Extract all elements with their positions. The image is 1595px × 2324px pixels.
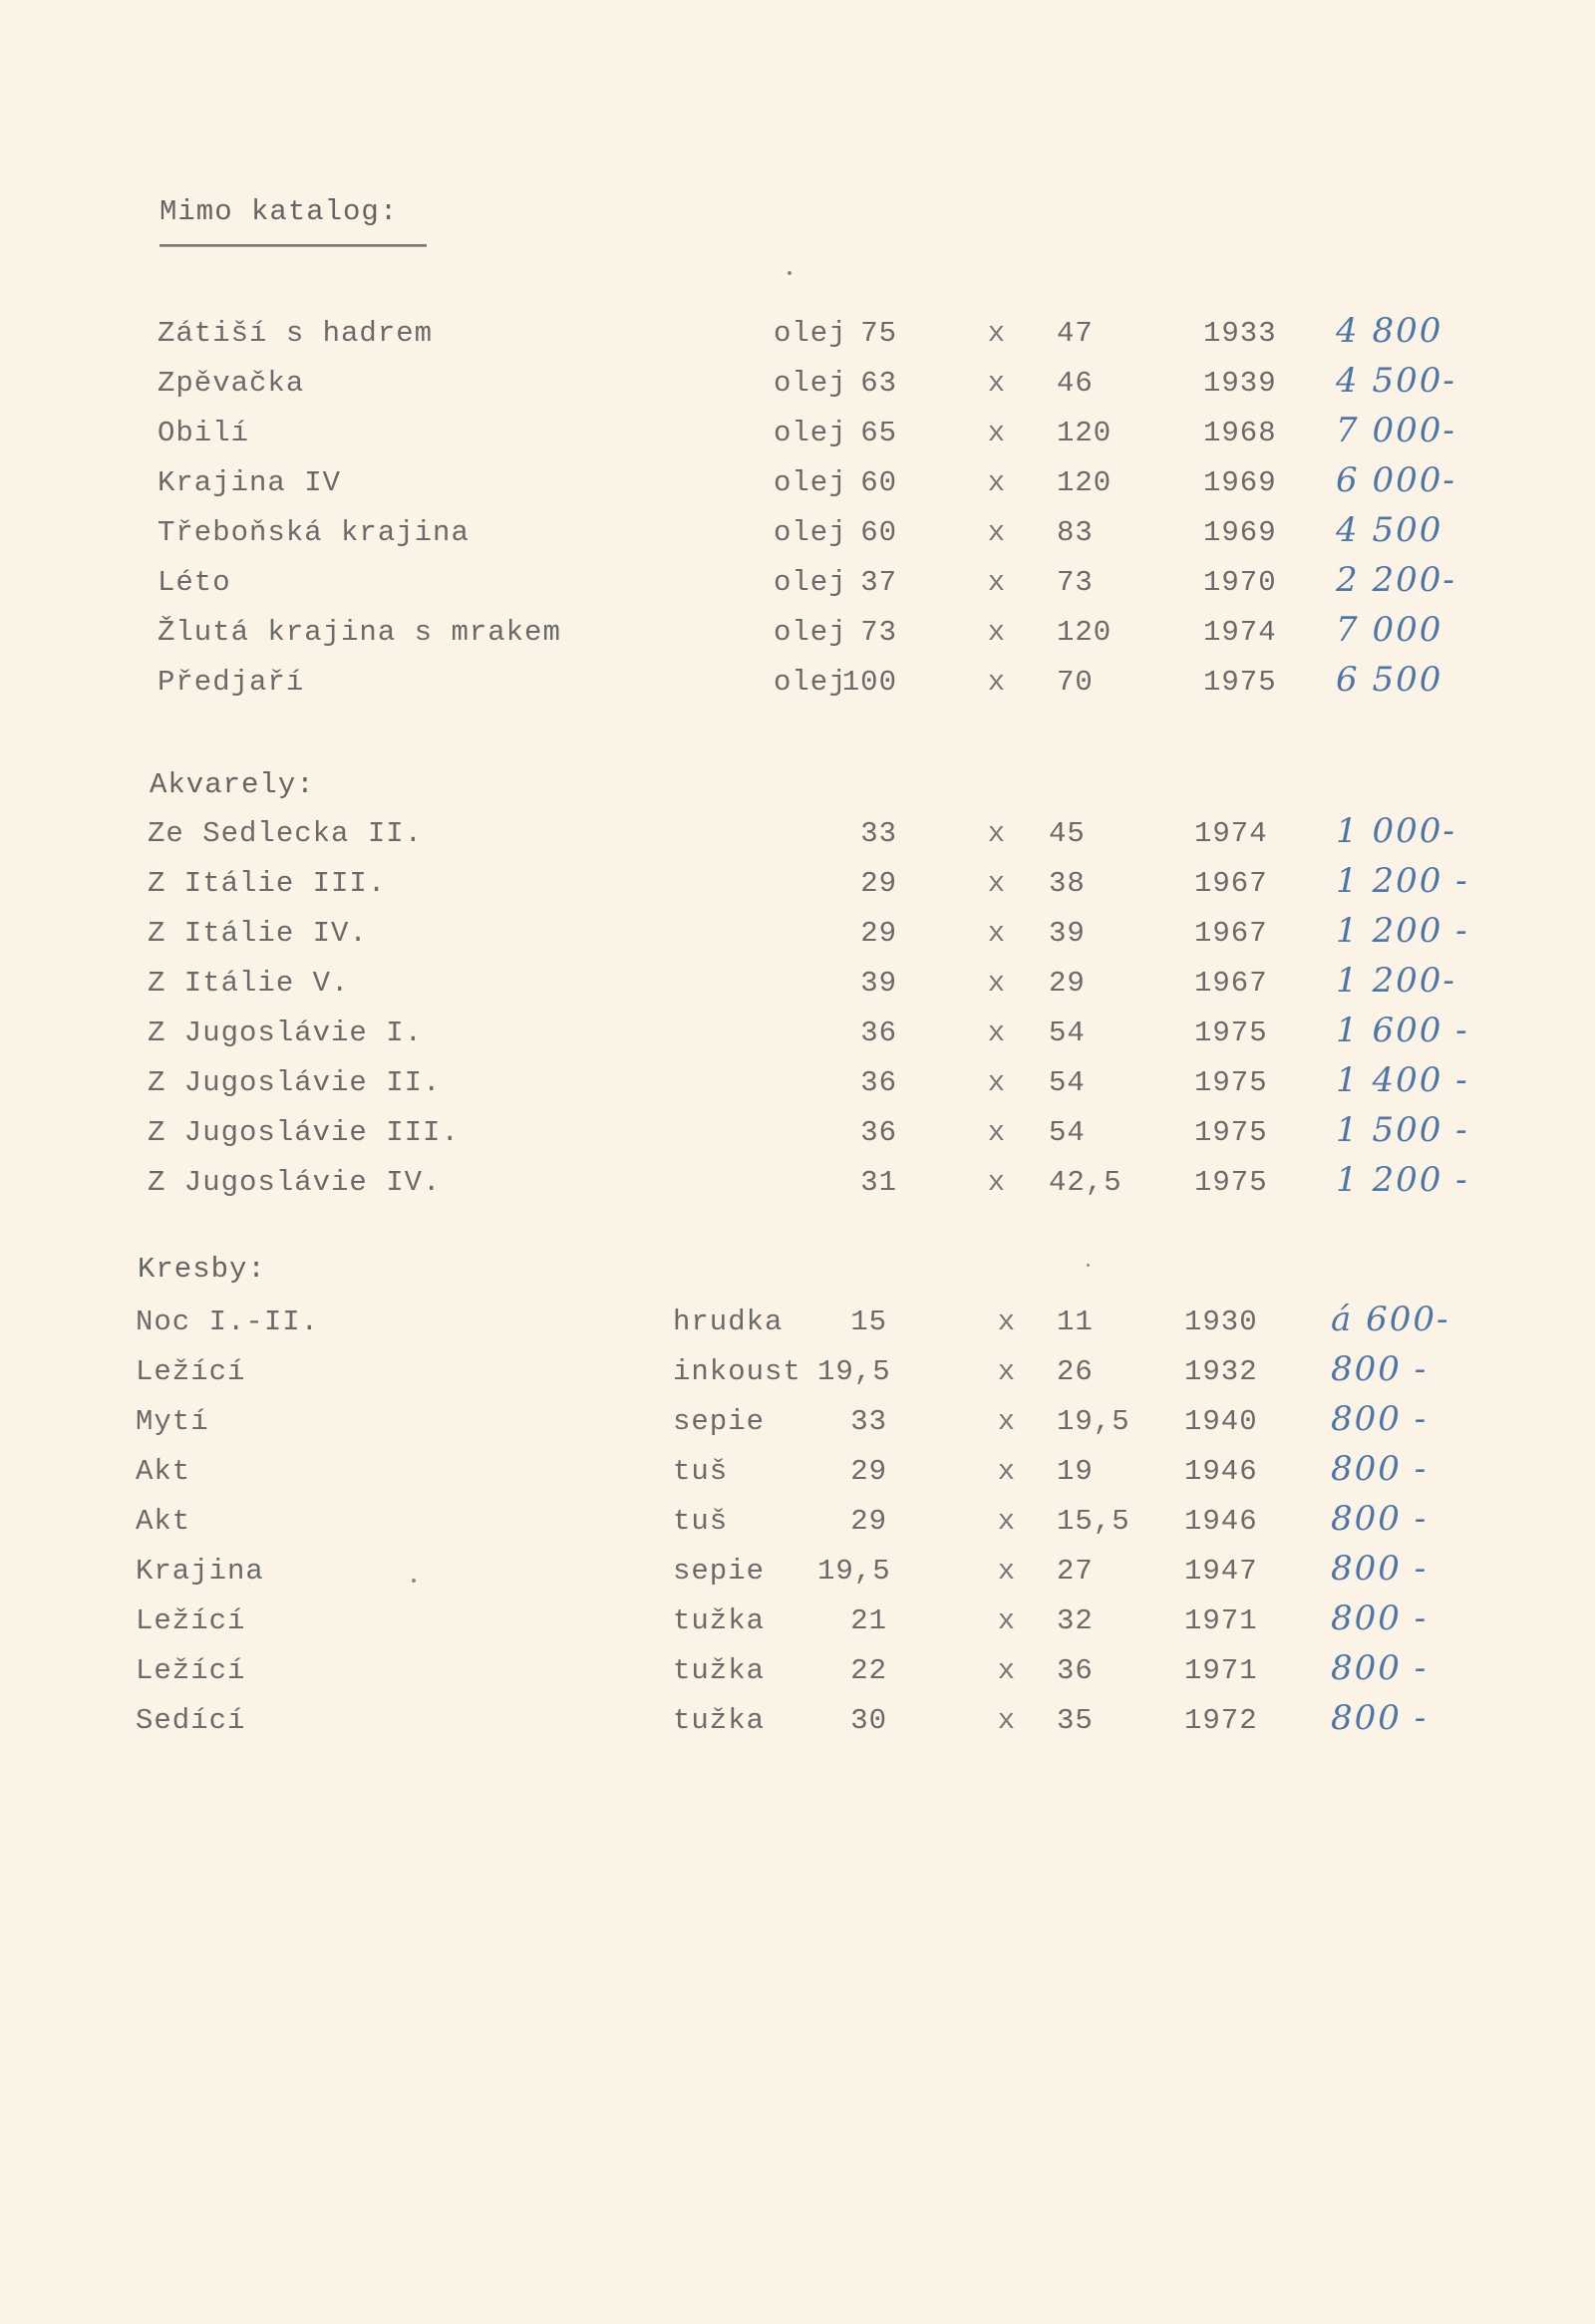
artwork-width: 21 bbox=[850, 1604, 887, 1637]
artwork-width: 75 bbox=[860, 317, 897, 350]
dimension-separator: x bbox=[997, 1455, 1017, 1488]
artwork-width: 15 bbox=[850, 1306, 887, 1338]
artwork-title: Třeboňská krajina bbox=[158, 516, 470, 549]
artwork-width: 19,5 bbox=[817, 1555, 891, 1588]
artwork-width: 33 bbox=[850, 1405, 887, 1438]
artwork-price: 800 - bbox=[1331, 1499, 1429, 1539]
artwork-medium: tužka bbox=[673, 1654, 766, 1687]
artwork-height: 32 bbox=[1057, 1604, 1094, 1637]
artwork-width: 37 bbox=[860, 566, 897, 599]
artwork-year: 1975 bbox=[1194, 1066, 1268, 1099]
artwork-width: 73 bbox=[860, 616, 897, 649]
artwork-height: 19,5 bbox=[1057, 1405, 1130, 1438]
table-row bbox=[0, 1549, 1595, 1604]
artwork-width: 29 bbox=[860, 867, 897, 900]
artwork-medium: inkoust bbox=[673, 1355, 801, 1388]
artwork-price: 800 - bbox=[1331, 1449, 1429, 1489]
artwork-height: 46 bbox=[1057, 367, 1094, 400]
table-row bbox=[0, 1011, 1595, 1066]
artwork-width: 63 bbox=[860, 367, 897, 400]
artwork-year: 1975 bbox=[1194, 1116, 1268, 1149]
artwork-title: Z Jugoslávie II. bbox=[148, 1066, 442, 1099]
artwork-price: 800 - bbox=[1331, 1698, 1429, 1738]
artwork-height: 42,5 bbox=[1049, 1166, 1122, 1199]
table-row bbox=[0, 361, 1595, 417]
dimension-separator: x bbox=[987, 967, 1007, 1000]
dimension-separator: x bbox=[997, 1704, 1017, 1737]
artwork-price: 800 - bbox=[1331, 1549, 1429, 1589]
artwork-title: Z Itálie IV. bbox=[148, 917, 368, 950]
artwork-title: Zpěvačka bbox=[158, 367, 305, 400]
artwork-height: 83 bbox=[1057, 516, 1094, 549]
artwork-medium: sepie bbox=[673, 1555, 766, 1588]
artwork-title: Akt bbox=[136, 1455, 191, 1488]
table-row bbox=[0, 560, 1595, 616]
artwork-title: Léto bbox=[158, 566, 231, 599]
artwork-medium: olej bbox=[774, 516, 847, 549]
artwork-price: 800 - bbox=[1331, 1598, 1429, 1638]
artwork-price: 1 200 - bbox=[1336, 911, 1469, 951]
table-row bbox=[0, 861, 1595, 917]
artwork-title: Předjaří bbox=[158, 666, 305, 699]
artwork-medium: olej bbox=[774, 417, 847, 449]
artwork-year: 1969 bbox=[1203, 516, 1277, 549]
dimension-separator: x bbox=[997, 1604, 1017, 1637]
artwork-year: 1975 bbox=[1194, 1166, 1268, 1199]
artwork-title: Žlutá krajina s mrakem bbox=[158, 616, 561, 649]
paper-speck bbox=[412, 1579, 416, 1583]
artwork-width: 29 bbox=[850, 1455, 887, 1488]
artwork-width: 36 bbox=[860, 1066, 897, 1099]
dimension-separator: x bbox=[987, 817, 1007, 850]
artwork-medium: olej bbox=[774, 666, 847, 699]
artwork-title: Z Itálie V. bbox=[148, 967, 350, 1000]
artwork-medium: olej bbox=[774, 367, 847, 400]
artwork-price: 7 000- bbox=[1336, 411, 1456, 450]
artwork-title: Akt bbox=[136, 1505, 191, 1538]
artwork-width: 19,5 bbox=[817, 1355, 891, 1388]
artwork-height: 19 bbox=[1057, 1455, 1094, 1488]
table-row bbox=[0, 1698, 1595, 1754]
artwork-medium: tuš bbox=[673, 1505, 729, 1538]
artwork-price: 1 200 - bbox=[1336, 1160, 1469, 1200]
artwork-year: 1967 bbox=[1194, 917, 1268, 950]
table-row bbox=[0, 1060, 1595, 1116]
artwork-width: 36 bbox=[860, 1017, 897, 1049]
artwork-price: 1 400 - bbox=[1336, 1060, 1469, 1100]
artwork-price: 7 000 bbox=[1336, 610, 1443, 650]
dimension-separator: x bbox=[987, 566, 1007, 599]
table-row bbox=[0, 460, 1595, 516]
artwork-width: 29 bbox=[860, 917, 897, 950]
artwork-year: 1971 bbox=[1184, 1654, 1258, 1687]
artwork-medium: olej bbox=[774, 566, 847, 599]
artwork-medium: olej bbox=[774, 317, 847, 350]
dimension-separator: x bbox=[987, 466, 1007, 499]
artwork-title: Obilí bbox=[158, 417, 250, 449]
artwork-price: 1 200- bbox=[1336, 961, 1456, 1001]
watercolors-table bbox=[0, 811, 1595, 1216]
oils-table bbox=[0, 311, 1595, 716]
artwork-height: 70 bbox=[1057, 666, 1094, 699]
dimension-separator: x bbox=[987, 516, 1007, 549]
table-row bbox=[0, 510, 1595, 566]
artwork-year: 1932 bbox=[1184, 1355, 1258, 1388]
drawings-table bbox=[0, 1300, 1595, 1754]
artwork-title: Ze Sedlecka II. bbox=[148, 817, 424, 850]
artwork-price: 4 800 bbox=[1336, 311, 1443, 351]
artwork-title: Z Jugoslávie III. bbox=[148, 1116, 460, 1149]
dimension-separator: x bbox=[997, 1405, 1017, 1438]
dimension-separator: x bbox=[997, 1505, 1017, 1538]
table-row bbox=[0, 411, 1595, 466]
dimension-separator: x bbox=[997, 1306, 1017, 1338]
dimension-separator: x bbox=[987, 666, 1007, 699]
artwork-year: 1974 bbox=[1194, 817, 1268, 850]
dimension-separator: x bbox=[987, 1066, 1007, 1099]
artwork-year: 1967 bbox=[1194, 967, 1268, 1000]
artwork-price: 800 - bbox=[1331, 1349, 1429, 1389]
artwork-medium: tuš bbox=[673, 1455, 729, 1488]
artwork-width: 30 bbox=[850, 1704, 887, 1737]
artwork-price: 1 200 - bbox=[1336, 861, 1469, 901]
artwork-height: 54 bbox=[1049, 1066, 1086, 1099]
artwork-title: Z Jugoslávie I. bbox=[148, 1017, 424, 1049]
artwork-year: 1946 bbox=[1184, 1505, 1258, 1538]
artwork-height: 73 bbox=[1057, 566, 1094, 599]
artwork-height: 29 bbox=[1049, 967, 1086, 1000]
table-row bbox=[0, 1648, 1595, 1704]
table-row bbox=[0, 660, 1595, 716]
artwork-width: 22 bbox=[850, 1654, 887, 1687]
dimension-separator: x bbox=[987, 616, 1007, 649]
artwork-width: 60 bbox=[860, 466, 897, 499]
artwork-width: 33 bbox=[860, 817, 897, 850]
artwork-height: 120 bbox=[1057, 466, 1113, 499]
artwork-price: 6 500 bbox=[1336, 660, 1443, 700]
artwork-medium: tužka bbox=[673, 1704, 766, 1737]
artwork-width: 100 bbox=[841, 666, 897, 699]
dimension-separator: x bbox=[997, 1555, 1017, 1588]
artwork-title: Ležící bbox=[136, 1604, 246, 1637]
table-row bbox=[0, 610, 1595, 666]
title-underline bbox=[160, 244, 427, 247]
page-title: Mimo katalog: bbox=[160, 195, 399, 228]
table-row bbox=[0, 1399, 1595, 1455]
table-row bbox=[0, 911, 1595, 967]
dimension-separator: x bbox=[987, 1017, 1007, 1049]
dimension-separator: x bbox=[987, 367, 1007, 400]
artwork-year: 1946 bbox=[1184, 1455, 1258, 1488]
artwork-title: Ležící bbox=[136, 1355, 246, 1388]
artwork-width: 60 bbox=[860, 516, 897, 549]
table-row bbox=[0, 961, 1595, 1017]
artwork-year: 1940 bbox=[1184, 1405, 1258, 1438]
artwork-medium: olej bbox=[774, 616, 847, 649]
artwork-title: Zátiší s hadrem bbox=[158, 317, 434, 350]
dimension-separator: x bbox=[987, 1166, 1007, 1199]
artwork-height: 47 bbox=[1057, 317, 1094, 350]
artwork-year: 1967 bbox=[1194, 867, 1268, 900]
artwork-year: 1930 bbox=[1184, 1306, 1258, 1338]
artwork-price: 1 500 - bbox=[1336, 1110, 1469, 1150]
artwork-title: Noc I.-II. bbox=[136, 1306, 320, 1338]
artwork-title: Krajina IV bbox=[158, 466, 342, 499]
dimension-separator: x bbox=[987, 417, 1007, 449]
table-row bbox=[0, 811, 1595, 867]
watercolors-heading: Akvarely: bbox=[150, 768, 315, 801]
dimension-separator: x bbox=[997, 1654, 1017, 1687]
artwork-price: 4 500 bbox=[1336, 510, 1443, 550]
artwork-width: 31 bbox=[860, 1166, 897, 1199]
artwork-title: Sedící bbox=[136, 1704, 246, 1737]
artwork-year: 1969 bbox=[1203, 466, 1277, 499]
artwork-year: 1933 bbox=[1203, 317, 1277, 350]
dimension-separator: x bbox=[987, 867, 1007, 900]
artwork-width: 36 bbox=[860, 1116, 897, 1149]
artwork-price: 800 - bbox=[1331, 1648, 1429, 1688]
artwork-medium: sepie bbox=[673, 1405, 766, 1438]
table-row bbox=[0, 1110, 1595, 1166]
artwork-width: 65 bbox=[860, 417, 897, 449]
artwork-price: 800 - bbox=[1331, 1399, 1429, 1439]
artwork-title: Ležící bbox=[136, 1654, 246, 1687]
paper-speck bbox=[1087, 1264, 1090, 1267]
artwork-width: 29 bbox=[850, 1505, 887, 1538]
artwork-year: 1947 bbox=[1184, 1555, 1258, 1588]
artwork-medium: olej bbox=[774, 466, 847, 499]
artwork-year: 1970 bbox=[1203, 566, 1277, 599]
artwork-height: 27 bbox=[1057, 1555, 1094, 1588]
table-row bbox=[0, 1598, 1595, 1654]
table-row bbox=[0, 1449, 1595, 1505]
table-row bbox=[0, 1349, 1595, 1405]
artwork-price: 6 000- bbox=[1336, 460, 1456, 500]
artwork-year: 1972 bbox=[1184, 1704, 1258, 1737]
artwork-height: 120 bbox=[1057, 616, 1113, 649]
artwork-height: 45 bbox=[1049, 817, 1086, 850]
artwork-title: Z Jugoslávie IV. bbox=[148, 1166, 442, 1199]
artwork-price: 4 500- bbox=[1336, 361, 1456, 401]
artwork-height: 54 bbox=[1049, 1116, 1086, 1149]
artwork-price: 1 000- bbox=[1336, 811, 1456, 851]
table-row bbox=[0, 1499, 1595, 1555]
artwork-height: 39 bbox=[1049, 917, 1086, 950]
paper-speck bbox=[788, 271, 792, 275]
dimension-separator: x bbox=[987, 317, 1007, 350]
table-row bbox=[0, 1160, 1595, 1216]
artwork-year: 1974 bbox=[1203, 616, 1277, 649]
artwork-height: 120 bbox=[1057, 417, 1113, 449]
drawings-heading: Kresby: bbox=[138, 1253, 266, 1286]
table-row bbox=[0, 311, 1595, 367]
artwork-title: Z Itálie III. bbox=[148, 867, 387, 900]
artwork-height: 11 bbox=[1057, 1306, 1094, 1338]
dimension-separator: x bbox=[987, 1116, 1007, 1149]
artwork-year: 1939 bbox=[1203, 367, 1277, 400]
artwork-title: Krajina bbox=[136, 1555, 264, 1588]
artwork-height: 26 bbox=[1057, 1355, 1094, 1388]
artwork-medium: tužka bbox=[673, 1604, 766, 1637]
artwork-medium: hrudka bbox=[673, 1306, 784, 1338]
artwork-height: 35 bbox=[1057, 1704, 1094, 1737]
artwork-price: 2 200- bbox=[1336, 560, 1456, 600]
dimension-separator: x bbox=[997, 1355, 1017, 1388]
artwork-year: 1975 bbox=[1203, 666, 1277, 699]
artwork-height: 36 bbox=[1057, 1654, 1094, 1687]
table-row bbox=[0, 1300, 1595, 1355]
dimension-separator: x bbox=[987, 917, 1007, 950]
artwork-year: 1971 bbox=[1184, 1604, 1258, 1637]
artwork-height: 38 bbox=[1049, 867, 1086, 900]
artwork-width: 39 bbox=[860, 967, 897, 1000]
artwork-height: 15,5 bbox=[1057, 1505, 1130, 1538]
artwork-height: 54 bbox=[1049, 1017, 1086, 1049]
artwork-title: Mytí bbox=[136, 1405, 209, 1438]
artwork-price: 1 600 - bbox=[1336, 1011, 1469, 1050]
artwork-year: 1975 bbox=[1194, 1017, 1268, 1049]
artwork-price: á 600- bbox=[1331, 1300, 1450, 1339]
artwork-year: 1968 bbox=[1203, 417, 1277, 449]
